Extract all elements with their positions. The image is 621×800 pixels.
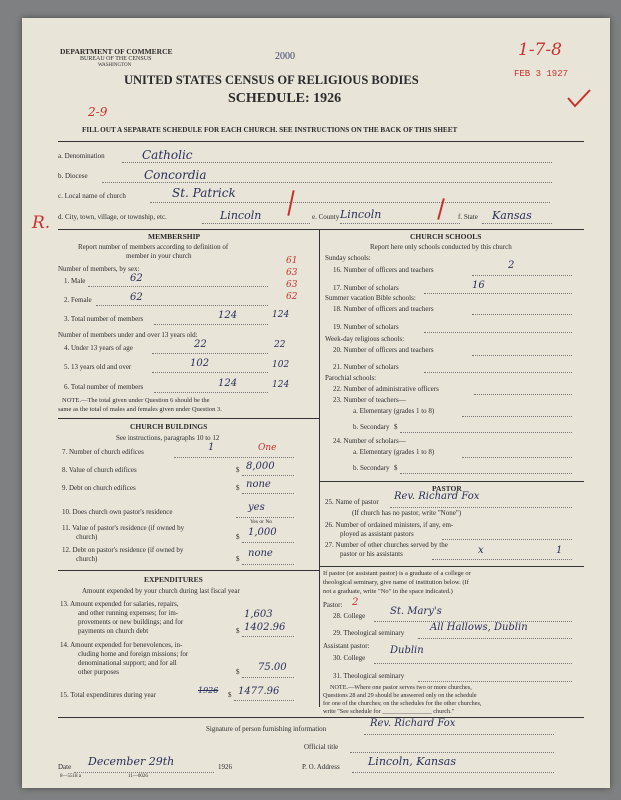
q29-value: All Hallows, Dublin [430,622,528,633]
identity-divider [58,229,584,230]
by-sex-label: Number of members, by sex: [58,265,140,273]
pastor-note-4: write "See schedule for ________________ church." [323,708,455,715]
pastor-title: PASTOR [432,484,462,493]
q24a-line [462,457,572,458]
buildings-title: CHURCH BUILDINGS [130,422,208,431]
summer-label: Summer vacation Bible schools: [325,294,416,302]
schools-sub: Report here only schools conducted by this church [370,243,512,251]
q7-value: 1 [208,442,215,453]
q3-value: 124 [218,310,238,321]
q25-value: Rev. Richard Fox [394,491,480,502]
q29-line [418,638,572,639]
county-line [340,223,460,224]
q4-value: 22 [194,339,207,350]
q2-correction: 63 [286,268,298,278]
weekday-label: Week-day religious schools: [325,335,405,343]
pastor-divider [319,566,584,567]
official-title-label: Official title [304,743,339,751]
q23a-line [462,416,572,417]
expenditures-title: EXPENDITURES [144,575,203,584]
q9-label: 9. Debt on church edifices [62,484,136,492]
official-title-line [350,752,554,753]
date-value: December 29th [88,755,175,768]
q2-line [96,305,268,306]
q17-line [424,293,572,294]
q30-label: 30. College [333,654,366,662]
q5-value: 102 [190,358,210,369]
q10-hint: Yes or No [250,519,273,525]
q13-line [242,636,294,637]
city-heading: WASHINGTON [98,63,132,68]
city-value: Lincoln [220,209,262,222]
date-year: 1926 [218,763,232,771]
sunday-label: Sunday schools: [325,254,371,262]
page-title: UNITED STATES CENSUS OF RELIGIOUS BODIES [124,73,419,87]
q31-label: 31. Theological seminary [333,672,405,680]
grad-note-2: theological seminary, give name of institution below. (If [323,579,469,586]
q6-correction: 124 [272,380,290,390]
grad-note-3: not a graduate, write "No" in the space indicated.) [323,588,453,595]
margin-mark: R. [32,213,51,233]
county-value: Lincoln [340,208,382,221]
q12-line [242,564,294,565]
form-code: 8—5518 a [60,774,81,779]
q9-line [242,493,294,494]
local-name-value: St. Patrick [172,186,236,200]
q3-line [154,324,268,325]
q24a-label: a. Elementary (grades 1 to 8) [353,448,435,456]
denomination-line [122,162,552,163]
q23-label: 23. Number of teachers— [333,396,406,404]
q19-line [424,332,572,333]
q23b-dollar: $ [394,423,398,431]
diocese-label: b. Diocese [58,172,88,180]
local-name-label: c. Local name of church [58,192,126,200]
q28-value: St. Mary's [390,606,442,617]
county-label: e. County [312,213,340,221]
membership-sub2: member in your church [126,252,192,260]
schools-divider [319,481,584,482]
q11-label-a: 11. Value of pastor's residence (if owned by [62,524,185,532]
date-stamp: FEB 3 1927 [514,69,569,79]
q12-label-b: church) [76,555,98,563]
state-line [482,223,552,224]
q25-label: 25. Name of pastor [325,498,379,506]
city-line [202,223,310,224]
q11-label-b: church) [76,533,98,541]
q16-value: 2 [508,260,515,271]
po-address-label: P. O. Address [302,763,340,771]
column-divider [319,229,320,707]
q8-line [242,475,294,476]
q24-label: 24. Number of scholars— [333,437,406,445]
pastor-note-1: NOTE.—Where one pastor serves two or more churches, [330,684,472,691]
q21-label: 21. Number of scholars [333,363,399,371]
q8-dollar: $ [236,466,240,474]
q4-label: 4. Under 13 years of age [64,344,133,352]
q15-struck-year: 1926 [198,686,219,695]
signature-line [364,734,554,735]
q11-dollar: $ [236,533,240,541]
census-schedule-sheet [22,18,610,788]
city-label: d. City, town, village, or township, etc. [58,213,167,221]
q13-correction: 1402.96 [244,622,286,633]
q6-line [154,392,268,393]
q28-label: 28. College [333,612,366,620]
membership-title: MEMBERSHIP [148,232,201,241]
q15-label: 15. Total expenditures during year [60,691,156,699]
state-value: Kansas [492,209,532,222]
handwritten-code: 2-9 [88,105,108,119]
check-mark-icon [566,88,592,110]
q13-value: 1,603 [244,609,273,620]
q3-correction: 124 [272,310,290,320]
q23b-label: b. Secondary [353,423,390,431]
q1-correction-2: 63 [286,280,298,290]
q7-correction: One [258,443,277,453]
form-code-2: 11—0026 [128,774,148,779]
q17-label: 17. Number of scholars [333,284,399,292]
q16-line [472,275,572,276]
q8-label: 8. Value of church edifices [62,466,137,474]
bureau-heading: BUREAU OF THE CENSUS [80,56,152,62]
q1-value: 62 [130,273,143,284]
q26-line [442,539,572,540]
denomination-value: Catholic [142,148,193,162]
corner-mark: 1-7-8 [518,40,562,60]
q31-line [418,681,572,682]
q7-label: 7. Number of church edifices [62,448,144,456]
pastor-note-2: Questions 28 and 29 should be answered only on the schedule [323,692,477,699]
q12-label-a: 12. Debt on pastor's residence (if owned by [62,546,184,554]
pastor-note-3: for one of the churches; on the schedules for the other churches, [323,700,482,707]
q18-line [472,314,572,315]
po-address-line [352,772,554,773]
q5-line [152,372,268,373]
q15-value: 1477.96 [238,686,280,697]
q2-correction-2: 62 [286,292,298,302]
q17-value: 16 [472,280,485,291]
q9-value: none [246,479,271,490]
department-heading: DEPARTMENT OF COMMERCE [60,47,173,56]
q26-label-b: ployed as assistant pastors [340,530,414,538]
q22-label: 22. Number of administrative officers [333,385,439,393]
q4-line [152,353,268,354]
q24b-dollar: $ [394,464,398,472]
q27-label-b: pastor or his assistants [340,550,403,558]
q25-line [390,507,572,508]
q2-label: 2. Female [64,296,92,304]
q23a-label: a. Elementary (grades 1 to 8) [353,407,435,415]
q10-value: yes [248,502,265,513]
red-tick-mark [287,190,294,216]
q14-label-d: other purposes [78,668,120,676]
q12-dollar: $ [236,555,240,563]
q3-label: 3. Total number of members [64,315,144,323]
local-name-line [150,202,550,203]
q14-dollar: $ [236,668,240,676]
schedule-title: SCHEDULE: 1926 [228,91,342,106]
q14-label-a: 14. Amount expended for benevolences, in- [60,641,183,649]
q21-line [424,372,572,373]
q10-label: 10. Does church own pastor's residence [62,508,173,516]
q7-line [174,457,294,458]
diocese-line [102,182,552,183]
q1-line [88,286,268,287]
signature-label: Signature of person furnishing information [206,725,327,733]
form-number: 2000 [275,51,295,62]
q12-value: none [248,548,273,559]
q14-line [242,677,294,678]
q15-dollar: $ [228,691,232,699]
q14-label-c: denominational support; and for all [78,659,177,667]
membership-note-2: same as the total of males and females given under Question 3. [58,406,222,413]
q25-hint: (If church has no pastor, write "None") [352,509,462,517]
po-address-value: Lincoln, Kansas [368,755,456,768]
q1-label: 1. Male [64,277,86,285]
q27-value-2: 1 [556,545,563,556]
expenditures-sub: Amount expended by your church during last fiscal year [82,587,240,595]
schools-title: CHURCH SCHOOLS [410,232,482,241]
q1-correction: 61 [286,256,298,266]
header-divider [58,141,584,142]
q18-label: 18. Number of officers and teachers [333,305,434,313]
under-over-label: Number of members under and over 13 years old: [58,331,198,339]
q9-dollar: $ [236,484,240,492]
q4-correction: 22 [274,340,286,350]
parochial-label: Parochial schools: [325,374,377,382]
diocese-value: Concordia [144,168,207,182]
q13-label-c: provements or new buildings; and for [78,618,184,626]
q13-label-d: payments on church debt [78,627,149,635]
signature-value: Rev. Richard Fox [370,718,456,729]
q11-value: 1,000 [248,527,277,538]
pastor-number: 2 [352,597,359,608]
main-bottom-divider [58,717,584,718]
q20-line [472,355,572,356]
q5-label: 5. 13 years old and over [64,363,132,371]
q22-line [474,394,572,395]
q13-label-b: and other running expenses; for im- [78,609,179,617]
q16-label: 16. Number of officers and teachers [333,266,434,274]
grad-note-1: If pastor (or assistant pastor) is a graduate of a college or [323,570,471,577]
q19-label: 19. Number of scholars [333,323,399,331]
q23b-line [400,432,572,433]
q13-dollar: $ [236,627,240,635]
q14-value: 75.00 [258,662,287,673]
date-line [74,772,214,773]
asst-pastor-label: Assistant pastor: [323,642,370,650]
q30-line [374,663,572,664]
instruction-line: FILL OUT A SEPARATE SCHEDULE FOR EACH CHURCH. SEE INSTRUCTIONS ON THE BACK OF THIS SHEET [82,126,458,134]
q14-label-b: cluding home and foreign missions; for [78,650,189,658]
q27-label-a: 27. Number of other churches served by the [325,541,448,549]
q13-label-a: 13. Amount expended for salaries, repairs, [60,600,179,608]
q8-value: 8,000 [246,461,275,472]
membership-note-1: NOTE.—The total given under Question 6 should be the [62,397,210,404]
q6-label: 6. Total number of members [64,383,144,391]
q29-label: 29. Theological seminary [333,629,405,637]
q6-value: 124 [218,378,238,389]
q24b-label: b. Secondary [353,464,390,472]
q30-value: Dublin [390,645,424,656]
membership-divider [58,418,319,419]
q15-line [234,700,294,701]
state-label: f. State [458,213,478,221]
q10-line [236,517,294,518]
q5-correction: 102 [272,360,290,370]
q11-line [242,542,294,543]
q26-label-a: 26. Number of ordained ministers, if any, em- [325,521,454,529]
membership-sub1: Report number of members according to definition of [78,243,229,251]
buildings-divider [58,570,319,571]
pastor-sub-label: Pastor: [323,601,343,609]
q27-line [432,559,572,560]
q27-value: x [478,545,484,556]
q24b-line [400,473,572,474]
buildings-sub: See instructions, paragraphs 10 to 12 [116,434,220,442]
denomination-label: a. Denomination [58,152,105,160]
q20-label: 20. Number of officers and teachers [333,346,434,354]
date-label: Date [58,763,72,771]
q2-value: 62 [130,292,143,303]
